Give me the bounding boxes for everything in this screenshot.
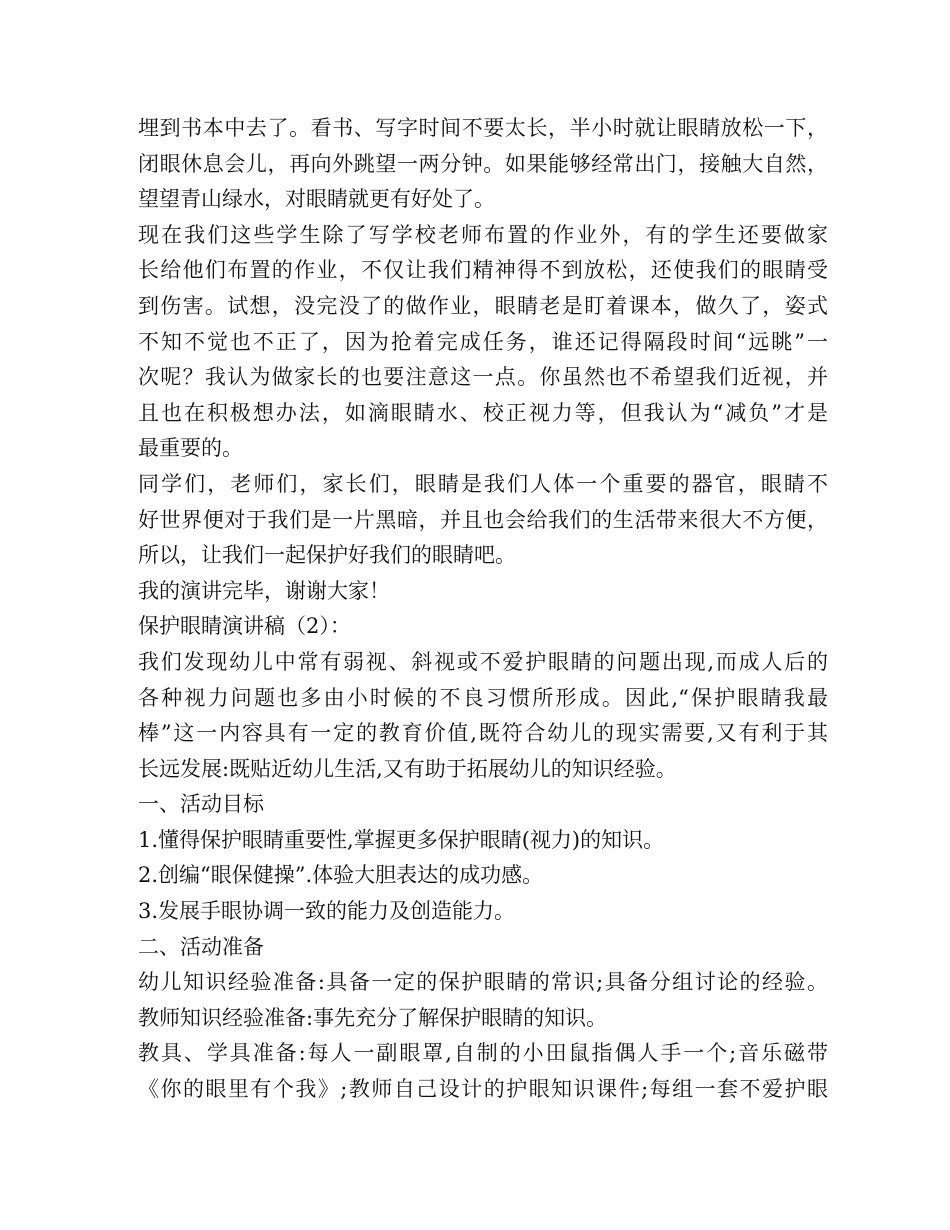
text-line: 幼儿知识经验准备:具备一定的保护眼睛的常识;具备分组讨论的经验。: [138, 970, 828, 995]
list-item: 3.发展手眼协调一致的能力及创造能力。: [138, 899, 516, 924]
text-line: 我们发现幼儿中常有弱视、斜视或不爱护眼睛的问题出现,而成人后的: [138, 649, 828, 674]
text-line: 望望青山绿水，对眼睛就更有好处了。: [138, 187, 495, 212]
text-line: 教师知识经验准备:事先充分了解保护眼睛的知识。: [138, 1005, 608, 1030]
section-heading: 保护眼睛演讲稿（2）：: [138, 614, 351, 639]
text-line: 同学们，老师们，家长们，眼睛是我们人体一个重要的器官，眼睛不: [138, 471, 828, 496]
text-line: 长远发展:既贴近幼儿生活,又有助于拓展幼儿的知识经验。: [138, 756, 677, 781]
text-line: 现在我们这些学生除了写学校老师布置的作业外，有的学生还要做家: [138, 222, 828, 247]
text-line: 棒”这一内容具有一定的教育价值,既符合幼儿的现实需要,又有利于其: [138, 721, 828, 746]
list-item: 2.创编“眼保健操”.体验大胆表达的成功感。: [138, 863, 544, 888]
text-line: 《你的眼里有个我》;教师自己设计的护眼知识课件;每组一套不爱护眼: [138, 1077, 828, 1102]
section-heading: 二、活动准备: [138, 934, 264, 959]
text-line: 不知不觉也不正了，因为抢着完成任务，谁还记得隔段时间“远眺”一: [138, 329, 828, 354]
text-line: 所以，让我们一起保护好我们的眼睛吧。: [138, 543, 516, 568]
list-item: 1.懂得保护眼睛重要性,掌握更多保护眼睛(视力)的知识。: [138, 827, 665, 852]
text-line: 我的演讲完毕，谢谢大家！: [138, 578, 390, 603]
text-line: 各种视力问题也多由小时候的不良习惯所形成。因此,“保护眼睛我最: [138, 685, 828, 710]
section-heading: 一、活动目标: [138, 792, 264, 817]
text-line: 埋到书本中去了。看书、写字时间不要太长，半小时就让眼睛放松一下，: [138, 116, 828, 140]
text-line: 到伤害。试想，没完没了的做作业，眼睛老是盯着课本，做久了，姿式: [138, 293, 828, 318]
text-line: 且也在积极想办法，如滴眼睛水、校正视力等，但我认为“减负”才是: [138, 400, 828, 425]
document-body: [138, 111, 828, 1108]
text-line: 教具、学具准备:每人一副眼罩,自制的小田鼠指偶人手一个;音乐磁带: [138, 1041, 828, 1066]
text-line: 最重要的。: [138, 436, 243, 461]
text-line: 闭眼休息会儿，再向外跳望一两分钟。如果能够经常出门，接触大自然，: [138, 151, 828, 176]
text-line: 好世界便对于我们是一片黑暗，并且也会给我们的生活带来很大不方便，: [138, 507, 828, 532]
text-line: 次呢？我认为做家长的也要注意这一点。你虽然也不希望我们近视，并: [138, 365, 828, 390]
text-line: 长给他们布置的作业，不仅让我们精神得不到放松，还使我们的眼睛受: [138, 258, 828, 283]
